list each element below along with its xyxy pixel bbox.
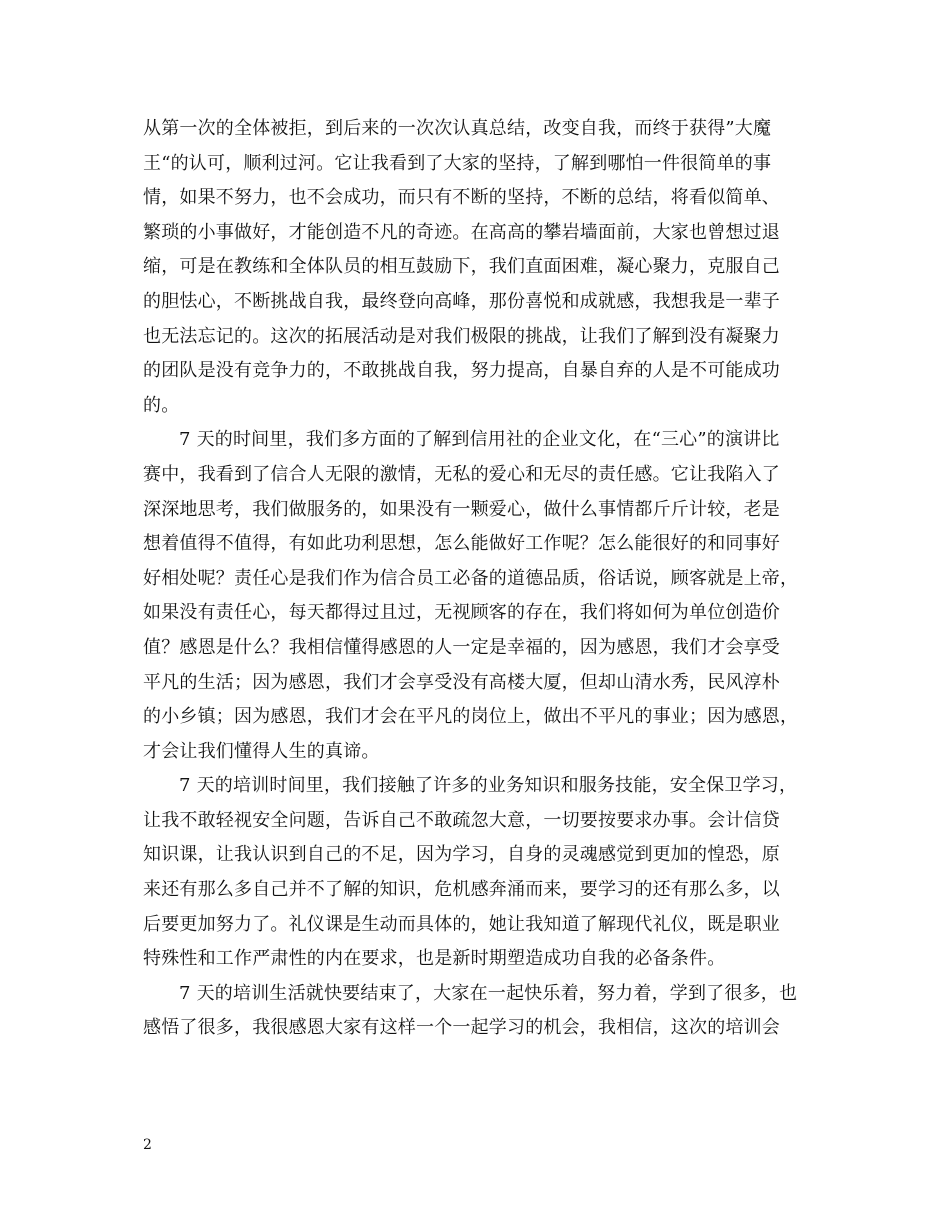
text-line: 从第一次的全体被拒，到后来的一次次认真总结，改变自我，而终于获得”大魔 (143, 118, 772, 139)
page-number: 2 (143, 1137, 152, 1153)
text-line: 缩，可是在教练和全体队员的相互鼓励下，我们直面困难，凝心聚力，克服自己 (143, 256, 780, 278)
text-line: 让我不敢轻视安全问题，告诉自己不敢疏忽大意，一切要按要求办事。会计信贷 (143, 809, 780, 831)
text-line: 的小乡镇；因为感恩，我们才会在平凡的岗位上，做出不平凡的事业；因为感恩， (143, 706, 799, 728)
text-line: 王“的认可，顺利过河。它让我看到了大家的坚持，了解到哪怕一件很简单的事 (143, 152, 772, 174)
text-line: 知识课，让我认识到自己的不足，因为学习，自身的灵魂感觉到更加的惶恐，原 (143, 844, 780, 866)
text-line: 如果没有责任心，每天都得过且过，无视顾客的存在，我们将如何为单位创造价 (143, 602, 780, 624)
text-line: 感悟了很多，我很感恩大家有这样一个一起学习的机会，我相信，这次的培训会 (143, 1017, 780, 1039)
text-line: 情，如果不努力，也不会成功，而只有不断的坚持，不断的总结，将看似简单、 (143, 187, 780, 209)
text-line: 也无法忘记的。这次的拓展活动是对我们极限的挑战，让我们了解到没有凝聚力 (143, 325, 780, 347)
text-line: 的胆怯心，不断挑战自我，最终登向高峰，那份喜悦和成就感，我想我是一辈子 (143, 290, 780, 312)
body-text (143, 112, 807, 1046)
text-line: 的。 (143, 394, 180, 416)
text-line: 好相处呢？责任心是我们作为信合员工必备的道德品质，俗话说，顾客就是上帝， (143, 567, 799, 589)
text-line: 深深地思考，我们做服务的，如果没有一颗爱心，做什么事情都斤斤计较，老是 (143, 498, 780, 520)
text-line: 才会让我们懂得人生的真谛。 (143, 740, 380, 762)
text-line: 特殊性和工作严肃性的内在要求，也是新时期塑造成功自我的必备条件。 (143, 948, 726, 970)
text-line: 7 天的培训时间里，我们接触了许多的业务知识和服务技能，安全保卫学习， (179, 775, 798, 797)
text-line: 繁琐的小事做好，才能创造不凡的奇迹。在高高的攀岩墙面前，大家也曾想过退 (143, 221, 780, 243)
text-line: 7 天的培训生活就快要结束了，大家在一起快乐着，努力着，学到了很多，也 (179, 982, 798, 1004)
text-line: 平凡的生活；因为感恩，我们才会享受没有高楼大厦，但却山清水秀，民风淳朴 (143, 671, 780, 693)
text-line: 7 天的时间里，我们多方面的了解到信用社的企业文化，在“三心”的演讲比 (179, 429, 780, 451)
text-line: 后要更加努力了。礼仪课是生动而具体的，她让我知道了解现代礼仪，既是职业 (143, 913, 780, 935)
text-line: 想着值得不值得，有如此功利思想，怎么能做好工作呢？怎么能很好的和同事好 (143, 533, 780, 555)
text-line: 赛中，我看到了信合人无限的激情，无私的爱心和无尽的责任感。它让我陷入了 (143, 463, 780, 485)
text-line: 来还有那么多自己并不了解的知识，危机感奔涌而来，要学习的还有那么多，以 (143, 879, 780, 901)
text-line: 值？感恩是什么？我相信懂得感恩的人一定是幸福的，因为感恩，我们才会享受 (143, 636, 780, 658)
text-line: 的团队是没有竞争力的，不敢挑战自我，努力提高，自暴自弃的人是不可能成功 (143, 360, 780, 382)
